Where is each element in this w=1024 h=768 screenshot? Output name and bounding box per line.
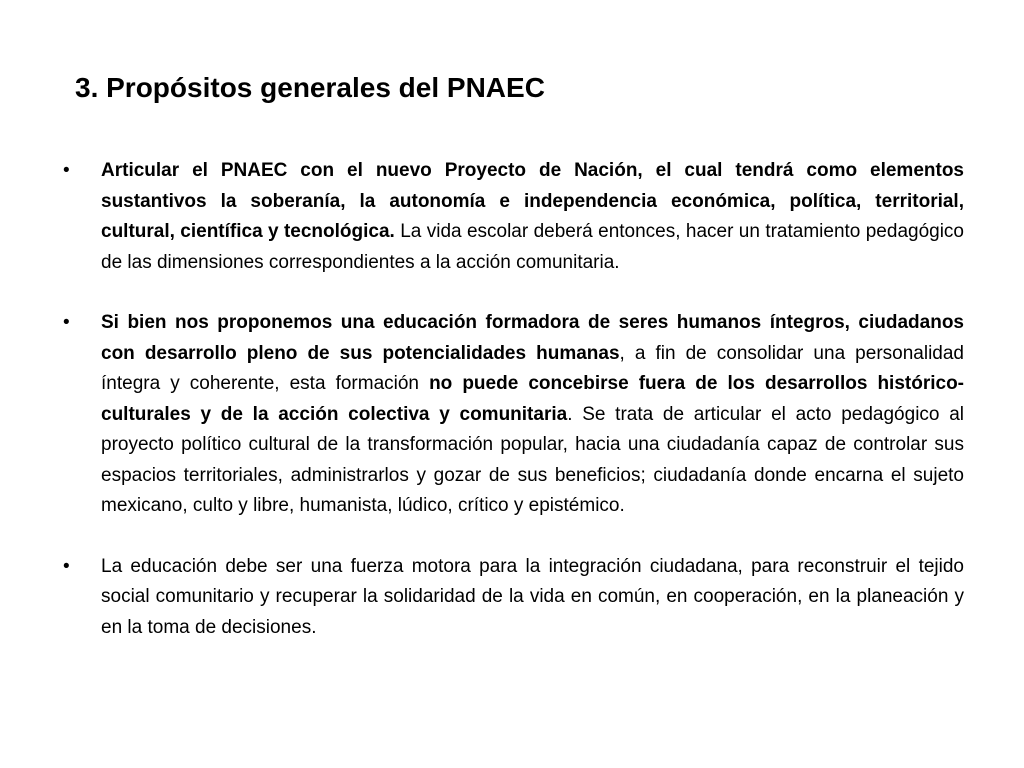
- bullet-2-text-a: , a fin de consolidar una personalidad íntegra y coherente, esta formación: [101, 342, 964, 394]
- bullet-3-text: La educación debe ser una fuerza motora para la integración ciudadana, para reconstruir el tejido social comunitario y recuperar la solidaridad de la vida en común, en cooperación, en la planeación y en la toma de decisiones.: [101, 555, 964, 638]
- bullet-item-2: [60, 308, 964, 522]
- bullet-item-1: [60, 156, 964, 278]
- bullet-2-bold-text-a: Si bien nos proponemos una educación formadora de seres humanos íntegros, ciudadanos con desarrollo pleno de sus potencialidades humanas: [101, 312, 964, 364]
- bullet-point-icon: •: [63, 160, 70, 181]
- bullet-list: [60, 156, 964, 673]
- bullet-2-text-b: . Se trata de articular el acto pedagógico al proyecto político cultural de la transformación popular, hacia una ciudadanía capaz de controlar sus espacios territoriales, administrarlos y gozar de sus beneficios; ciudadanía donde encarna el sujeto mexicano, culto y libre, humanista, lúdico, crítico y epistémico.: [101, 403, 964, 516]
- bullet-item-3: [60, 552, 964, 644]
- bullet-1-text: La vida escolar deberá entonces, hacer un tratamiento pedagógico de las dimensiones correspondientes a la acción comunitaria.: [101, 221, 964, 273]
- bullet-point-icon: •: [63, 312, 70, 333]
- bullet-1-bold-text: Articular el PNAEC con el nuevo Proyecto de Nación, el cual tendrá como elementos sustantivos la soberanía, la autonomía e independencia económica, política, territorial, cultural, científica y tecnológica.: [101, 160, 964, 242]
- bullet-2-bold-text-b: no puede concebirse fuera de los desarrollos histórico-culturales y de la acción colectiva y comunitaria: [101, 373, 965, 425]
- bullet-point-icon: •: [63, 555, 70, 577]
- slide-title: 3. Propósitos generales del PNAEC: [75, 72, 545, 103]
